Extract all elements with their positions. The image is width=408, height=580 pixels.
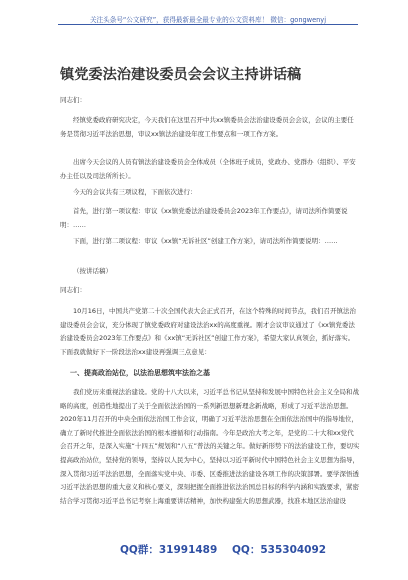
greeting-2: 同志们： [60,286,86,294]
paragraph-section-1: 我们党历来重视法治建设。党的十八大以来，习近平总书记从坚持和发展中国特色社会主义全局和战略的高度，创造性地提出了关于全面依法治国的一系列新思想新理念新战略，形成了习近平法治思想。2020年11月召开的中央全面依法治国工作会议，明确了习近平法治思想在全面依法治国中的指导地位，确立了新时代推进全面依法治国的根本遵循和行动指南。今年是政治大考之年，是党的二十大和xx党代会召开之年，是深入实施“十四五”规划和“八五”普法的关键之年。做好新形势下的法治建设工作，要切实提高政治站位，坚持党的领导，坚持以人民为中心，坚持以习近平新时代中国特色社会主义思想为指导，深入贯彻习近平法治思想，全面落实党中央、市委、区委推进法治建设各项工作的决策部署。要学深悟透习近平法治思想的重大意义和核心要义，深刻把握全面推进依法治国总目标的科学内涵和实践要求，紧密结合学习贯彻习近平总书记考察上海重要讲话精神，加快构建强大的思想武器，找准本地区法治建设 [60,388,360,505]
qq-group-link[interactable]: QQ群：31991489 [120,544,218,556]
paragraph-attendees: 出席今天会议的人员有镇法治建设委员会全体成员（全体班子成员，党政办、党群办（组织）、平安办主任以及司法所所长）。 [60,158,356,180]
paragraph-intro: 经镇党委政府研究决定，今天我们在这里召开中共xx镇委员会法治建设委员会会议，会议的主要任务是贯彻习近平法治思想，审议xx镇法治建设年度工作要点和一项工作方案。 [60,116,354,138]
banner-underline [58,24,358,25]
paragraph-note: （按讲话稿） [73,267,112,275]
paragraph-item-1: 首先，进行第一项议程：审议《xx镇党委法治建设委员会2023年工作要点》，请司法所作简要说明：…… [60,207,348,229]
promo-banner[interactable] [58,12,358,28]
promo-banner-text: 关注头条号“公文研究”，获得最新最全最专业的公文资料库！ 微信：gongwenyj [89,16,327,24]
paragraph-agenda: 今天的会议共有三项议程，下面依次进行： [73,188,197,196]
document-title: 镇党委法治建设委员会会议主持讲话稿 [60,67,302,83]
section-heading-1: 一、提高政治站位，以法治思想筑牢法治之基 [70,369,210,377]
paragraph-item-2: 下面，进行第二项议程：审议《xx镇“无诉社区”创建工作方案》，请司法所作简要说明：…… [73,237,338,245]
greeting: 同志们： [60,96,86,104]
paragraph-context: 10月16日，中国共产党第二十次全国代表大会正式召开，在这个特殊的时间节点，我们召开镇法治建设委员会会议，充分体现了镇党委政府对建设法治xx的高度重视。刚才会议审议通过了《xx镇党委法治建设委员会2023年工作要点》和《xx镇“无诉社区”创建工作方案》，希望大家认真领会，抓好落实。下面我就做好下一阶段法治xx建设再强调三点意见： [60,307,357,356]
qq-contact-link[interactable]: QQ：535304092 [232,544,327,556]
